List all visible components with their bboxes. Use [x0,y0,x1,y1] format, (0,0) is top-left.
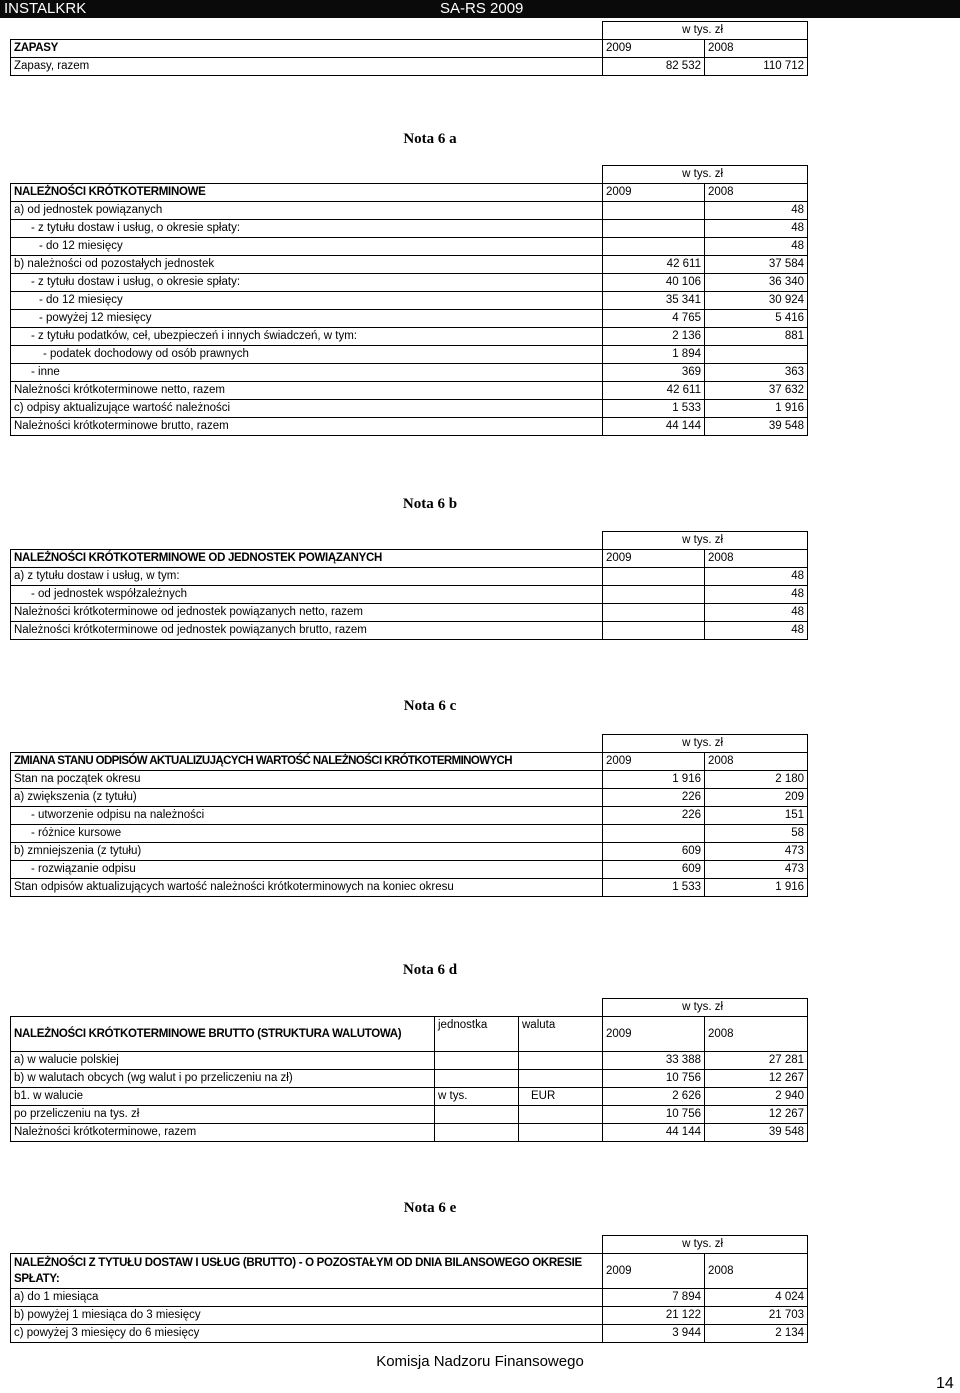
value-2009 [603,202,705,220]
table-row [11,1052,808,1070]
table-row [11,274,808,292]
value-2008: 473 [705,843,808,861]
value-2009: 7 894 [603,1289,705,1307]
row-label: a) do 1 miesiąca [11,1289,603,1307]
row-label: Zapasy, razem [11,58,603,76]
table-row [11,807,808,825]
year-2009: 2009 [603,753,705,771]
row-unit [435,1052,519,1070]
table-row [11,238,808,256]
unit-label: w tys. zł [603,22,808,40]
value-2008: 5 416 [705,310,808,328]
table-row [11,220,808,238]
value-2009 [603,622,705,640]
year-2009: 2009 [603,184,705,202]
row-label: b) w walutach obcych (wg walut i po przeliczeniu na zł) [11,1070,435,1088]
value-2008: 1 916 [705,879,808,897]
table-title: NALEŻNOŚCI KRÓTKOTERMINOWE OD JEDNOSTEK POWIĄZANYCH [11,550,603,568]
value-2009: 44 144 [603,418,705,436]
row-unit [435,1124,519,1142]
table-title: NALEŻNOŚCI Z TYTUŁU DOSTAW I USŁUG (BRUTTO) - O POZOSTAŁYM OD DNIA BILANSOWEGO OKRESIE SPŁATY: [11,1254,603,1289]
row-label: - od jednostek współzależnych [11,586,603,604]
table-row [11,825,808,843]
row-label: po przeliczeniu na tys. zł [11,1106,435,1124]
nota-6e-heading: Nota 6 e [403,1200,457,1216]
value-2009 [603,238,705,256]
table-row [11,586,808,604]
value-2009: 1 894 [603,346,705,364]
value-2008: 12 267 [705,1070,808,1088]
value-2008: 2 134 [705,1325,808,1343]
value-2009: 82 532 [603,58,705,76]
nota-6c-heading: Nota 6 c [403,698,457,714]
nota-6a-heading: Nota 6 a [403,131,457,147]
value-2009: 1 533 [603,879,705,897]
year-2009: 2009 [603,40,705,58]
row-label: - z tytułu podatków, ceł, ubezpieczeń i innych świadczeń, w tym: [11,328,603,346]
table-row [11,328,808,346]
value-2009: 609 [603,843,705,861]
value-2008: 48 [705,604,808,622]
value-2008: 30 924 [705,292,808,310]
row-label: - podatek dochodowy od osób prawnych [11,346,603,364]
row-label: - różnice kursowe [11,825,603,843]
value-2009: 10 756 [603,1070,705,1088]
year-2008: 2008 [705,1017,808,1052]
table-row [11,604,808,622]
table-row [11,789,808,807]
row-label: Stan na początek okresu [11,771,603,789]
value-2008: 27 281 [705,1052,808,1070]
row-currency [519,1052,603,1070]
row-label: b1. w walucie [11,1088,435,1106]
nota-6b-heading: Nota 6 b [402,496,458,512]
table-row [11,58,808,76]
row-label: Stan odpisów aktualizujących wartość należności krótkoterminowych na koniec okresu [11,879,603,897]
table-row [11,622,808,640]
value-2008: 2 940 [705,1088,808,1106]
value-2008: 37 584 [705,256,808,274]
row-label: Należności krótkoterminowe od jednostek powiązanych netto, razem [11,604,603,622]
value-2008: 110 712 [705,58,808,76]
year-2008: 2008 [705,550,808,568]
value-2008: 881 [705,328,808,346]
row-label: c) odpisy aktualizujące wartość należności [11,400,603,418]
row-label: Należności krótkoterminowe brutto, razem [11,418,603,436]
row-label: a) z tytułu dostaw i usług, w tym: [11,568,603,586]
year-2008: 2008 [705,40,808,58]
value-2008: 151 [705,807,808,825]
table-row [11,1106,808,1124]
value-2009: 369 [603,364,705,382]
value-2009: 40 106 [603,274,705,292]
year-2008: 2008 [705,1254,808,1289]
value-2009 [603,586,705,604]
unit-label: w tys. zł [603,735,808,753]
value-2008: 209 [705,789,808,807]
value-2009: 2 136 [603,328,705,346]
table-nota-6e [10,1235,808,1343]
row-label: Należności krótkoterminowe, razem [11,1124,435,1142]
value-2008: 12 267 [705,1106,808,1124]
table-nota-6d [10,998,808,1142]
value-2008: 48 [705,238,808,256]
value-2009 [603,604,705,622]
value-2009: 3 944 [603,1325,705,1343]
table-zapasy [10,21,808,76]
value-2009: 42 611 [603,382,705,400]
row-label: - z tytułu dostaw i usług, o okresie spłaty: [11,220,603,238]
value-2009: 1 916 [603,771,705,789]
table-row [11,310,808,328]
value-2009: 4 765 [603,310,705,328]
value-2009: 42 611 [603,256,705,274]
table-row [11,202,808,220]
row-currency [519,1106,603,1124]
row-label: - z tytułu dostaw i usług, o okresie spłaty: [11,274,603,292]
year-2008: 2008 [705,184,808,202]
table-row [11,1307,808,1325]
value-2008 [705,346,808,364]
value-2008: 39 548 [705,418,808,436]
row-label: - do 12 miesięcy [11,292,603,310]
row-label: a) zwiększenia (z tytułu) [11,789,603,807]
value-2008: 48 [705,202,808,220]
value-2008: 48 [705,586,808,604]
table-nota-6c [10,734,808,897]
value-2008: 48 [705,622,808,640]
value-2008: 58 [705,825,808,843]
row-label: - rozwiązanie odpisu [11,861,603,879]
value-2009: 609 [603,861,705,879]
value-2009 [603,220,705,238]
row-label: Należności krótkoterminowe od jednostek powiązanych brutto, razem [11,622,603,640]
table-row [11,364,808,382]
year-2009: 2009 [603,1017,705,1052]
value-2009: 35 341 [603,292,705,310]
value-2009: 226 [603,789,705,807]
table-row [11,256,808,274]
row-label: - inne [11,364,603,382]
header-report: SA-RS 2009 [440,0,524,17]
header-company: INSTALKRK [4,0,87,17]
table-row [11,843,808,861]
table-row [11,1325,808,1343]
value-2008: 2 180 [705,771,808,789]
value-2008: 473 [705,861,808,879]
col-unit-header: jednostka [435,1017,519,1052]
table-row [11,1088,808,1106]
value-2008: 48 [705,220,808,238]
unit-label: w tys. zł [603,166,808,184]
value-2009: 226 [603,807,705,825]
value-2009: 10 756 [603,1106,705,1124]
table-row [11,568,808,586]
row-label: - powyżej 12 miesięcy [11,310,603,328]
row-label: c) powyżej 3 miesięcy do 6 miesięcy [11,1325,603,1343]
row-label: b) należności od pozostałych jednostek [11,256,603,274]
value-2009: 33 388 [603,1052,705,1070]
value-2009: 44 144 [603,1124,705,1142]
table-row [11,879,808,897]
year-2009: 2009 [603,550,705,568]
table-row [11,771,808,789]
value-2008: 36 340 [705,274,808,292]
table-row [11,400,808,418]
row-unit [435,1106,519,1124]
table-title: ZMIANA STANU ODPISÓW AKTUALIZUJĄCYCH WARTOŚĆ NALEŻNOŚCI KRÓTKOTERMINOWYCH [11,753,603,771]
row-currency [519,1070,603,1088]
value-2008: 21 703 [705,1307,808,1325]
table-title: NALEŻNOŚCI KRÓTKOTERMINOWE [11,184,603,202]
year-2008: 2008 [705,753,808,771]
page-header-bar [0,0,960,18]
value-2008: 4 024 [705,1289,808,1307]
table-title: ZAPASY [11,40,603,58]
value-2008: 39 548 [705,1124,808,1142]
table-row [11,346,808,364]
table-nota-6a [10,165,808,436]
row-currency: EUR [519,1088,603,1106]
value-2009 [603,825,705,843]
value-2008: 363 [705,364,808,382]
table-row [11,292,808,310]
unit-label: w tys. zł [603,532,808,550]
row-label: a) od jednostek powiązanych [11,202,603,220]
value-2008: 1 916 [705,400,808,418]
value-2008: 37 632 [705,382,808,400]
page-footer: Komisja Nadzoru Finansowego [376,1353,584,1370]
table-row [11,1070,808,1088]
unit-label: w tys. zł [603,999,808,1017]
table-row [11,1124,808,1142]
year-2009: 2009 [603,1254,705,1289]
row-label: a) w walucie polskiej [11,1052,435,1070]
value-2008: 48 [705,568,808,586]
row-unit: w tys. [435,1088,519,1106]
value-2009: 1 533 [603,400,705,418]
page-number: 14 [936,1375,954,1392]
table-row [11,382,808,400]
table-nota-6b [10,531,808,640]
row-label: Należności krótkoterminowe netto, razem [11,382,603,400]
value-2009 [603,568,705,586]
col-currency-header: waluta [519,1017,603,1052]
table-title: NALEŻNOŚCI KRÓTKOTERMINOWE BRUTTO (STRUKTURA WALUTOWA) [11,1017,435,1052]
table-row [11,1289,808,1307]
row-label: - utworzenie odpisu na należności [11,807,603,825]
value-2009: 21 122 [603,1307,705,1325]
unit-label: w tys. zł [603,1236,808,1254]
row-currency [519,1124,603,1142]
row-label: b) zmniejszenia (z tytułu) [11,843,603,861]
row-label: - do 12 miesięcy [11,238,603,256]
row-unit [435,1070,519,1088]
nota-6d-heading: Nota 6 d [402,962,458,978]
row-label: b) powyżej 1 miesiąca do 3 miesięcy [11,1307,603,1325]
value-2009: 2 626 [603,1088,705,1106]
table-row [11,418,808,436]
table-row [11,861,808,879]
